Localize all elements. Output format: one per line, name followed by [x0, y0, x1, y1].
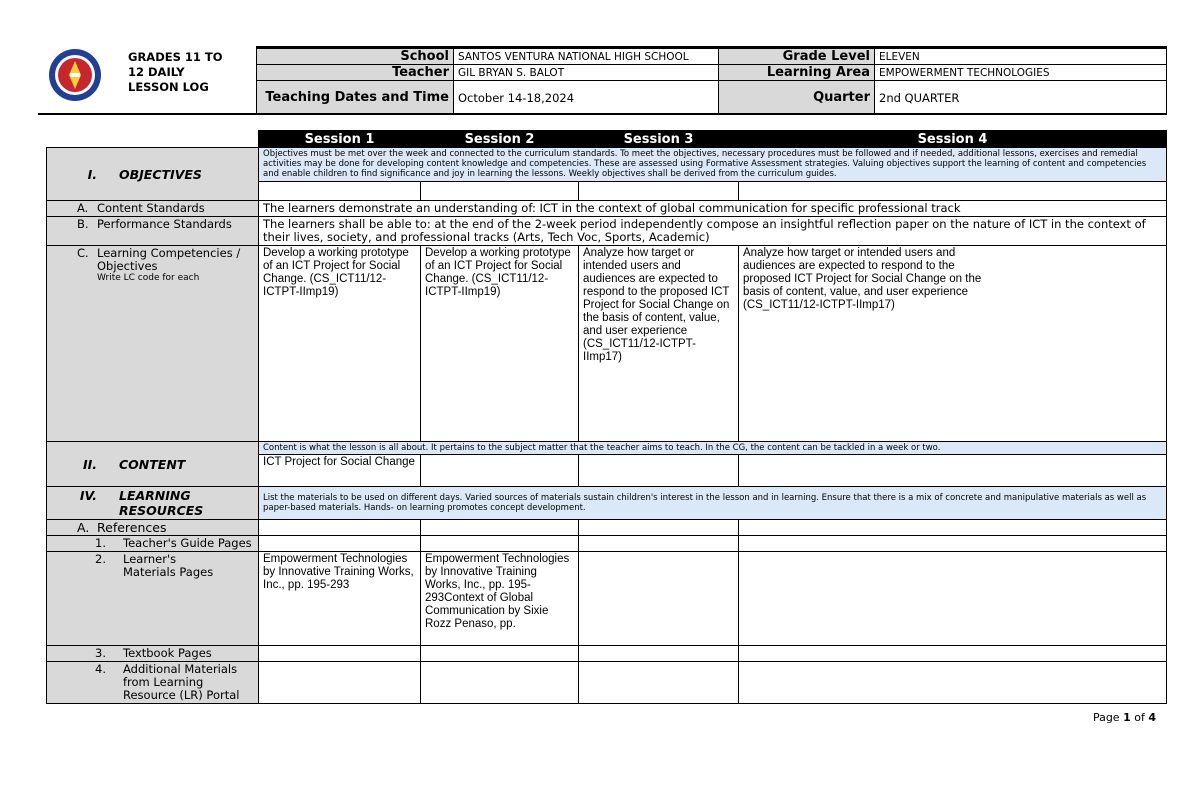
- document-title: GRADES 11 TO 12 DAILY LESSON LOG: [128, 50, 223, 94]
- references-label: A. References: [47, 520, 259, 536]
- quarter-value[interactable]: 2nd QUARTER: [875, 81, 1167, 115]
- learners-materials-s4[interactable]: [739, 552, 1167, 646]
- content-s4[interactable]: [739, 455, 1167, 487]
- additional-materials-label: 4. Additional Materials from Learning Resource (LR) Portal: [47, 662, 259, 704]
- teachers-guide-label: 1. Teacher's Guide Pages: [47, 536, 259, 552]
- lesson-log-table: [46, 130, 1167, 704]
- learners-materials-s1[interactable]: Empowerment Technologies by Innovative Training Works, Inc., pp. 195-293: [259, 552, 421, 646]
- resources-note: List the materials to be used on different days. Varied sources of materials sustain children's interest in the lesson and in learning. Ensure that there is a mix of concrete and manipulative materials as well as paper-based materials. Hands- on learning promotes concept development.: [259, 487, 1167, 520]
- content-heading: II. CONTENT: [47, 442, 259, 487]
- teacher-label: Teacher: [257, 65, 454, 81]
- objectives-note: Objectives must be met over the week and connected to the curriculum standards. To meet the objectives, necessary procedures must be followed and if needed, additional lessons, exercises and remedial activities may be done for developing content knowledge and competencies. These are assessed using Formative Assessment strategies. Valuing objectives support the learning of content and competencies and enable children to find significance and joy in learning the lessons. Weekly objectives shall be derived from the curriculum guides.: [259, 148, 1167, 182]
- objectives-s3[interactable]: [579, 182, 739, 201]
- learners-materials-s3[interactable]: [579, 552, 739, 646]
- school-value[interactable]: SANTOS VENTURA NATIONAL HIGH SCHOOL: [454, 48, 719, 65]
- competency-s1[interactable]: Develop a working prototype of an ICT Project for Social Change. (CS_ICT11/12-ICTPT-IImp19): [259, 246, 421, 442]
- lc-code-note: Write LC code for each: [97, 273, 200, 283]
- session-2-header: Session 2: [421, 131, 579, 148]
- header-info-table: [256, 46, 1167, 115]
- quarter-label: Quarter: [719, 81, 875, 115]
- objectives-s4[interactable]: [739, 182, 1167, 201]
- content-standards-text[interactable]: The learners demonstrate an understanding of: ICT in the context of global communication for specific professional track: [259, 201, 1167, 217]
- school-label: School: [257, 48, 454, 65]
- learners-materials-label: 2. Learner's Materials Pages: [47, 552, 259, 646]
- teaching-dates-value[interactable]: October 14-18,2024: [454, 81, 719, 115]
- objectives-s2[interactable]: [421, 182, 579, 201]
- content-s1[interactable]: ICT Project for Social Change: [259, 455, 421, 487]
- session-1-header: Session 1: [259, 131, 421, 148]
- competency-s3[interactable]: Analyze how target or intended users and audiences are expected to respond to the proposed ICT Project for Social Change on the basis of content, value, and user experience (CS_ICT11/12-ICTPT-IImp17): [579, 246, 739, 442]
- learning-resources-heading: IV. LEARNING RESOURCES: [47, 487, 259, 520]
- competency-s2[interactable]: Develop a working prototype of an ICT Project for Social Change. (CS_ICT11/12-ICTPT-IImp19): [421, 246, 579, 442]
- learners-materials-s2[interactable]: Empowerment Technologies by Innovative Training Works, Inc., pp. 195-293Context of Global Communication by Sixie Rozz Penaso, pp.: [421, 552, 579, 646]
- header-divider: [38, 113, 1166, 115]
- objectives-heading: I. OBJECTIVES: [47, 148, 259, 201]
- competency-s4[interactable]: Analyze how target or intended users and audiences are expected to respond to the proposed ICT Project for Social Change on the basis of content, value, and user experience (CS_ICT11/12-ICTPT-IImp17): [739, 246, 1167, 442]
- performance-standards-label: B. Performance Standards: [47, 217, 259, 246]
- teaching-dates-label: Teaching Dates and Time: [257, 81, 454, 115]
- textbook-pages-label: 3. Textbook Pages: [47, 646, 259, 662]
- content-s3[interactable]: [579, 455, 739, 487]
- learning-area-value[interactable]: EMPOWERMENT TECHNOLOGIES: [875, 65, 1167, 81]
- teacher-value[interactable]: GIL BRYAN S. BALOT: [454, 65, 719, 81]
- session-3-header: Session 3: [579, 131, 739, 148]
- grade-level-label: Grade Level: [719, 48, 875, 65]
- deped-seal: [48, 48, 102, 102]
- objectives-s1[interactable]: [259, 182, 421, 201]
- learning-area-label: Learning Area: [719, 65, 875, 81]
- content-standards-label: A. Content Standards: [47, 201, 259, 217]
- content-note: Content is what the lesson is all about. It pertains to the subject matter that the teacher aims to teach. In the CG, the content can be tackled in a week or two.: [259, 442, 1167, 455]
- learning-competencies-label: C. Learning Competencies / Objectives Write LC code for each: [47, 246, 259, 442]
- session-4-header: Session 4: [739, 131, 1167, 148]
- page-number: Page 1 of 4: [1092, 711, 1156, 724]
- grade-level-value[interactable]: ELEVEN: [875, 48, 1167, 65]
- content-s2[interactable]: [421, 455, 579, 487]
- performance-standards-text[interactable]: The learners shall be able to: at the end of the 2-week period independently compose an insightful reflection paper on the nature of ICT in the context of their lives, society, and professional tracks (Arts, Tech Voc, Sports, Academic): [259, 217, 1167, 246]
